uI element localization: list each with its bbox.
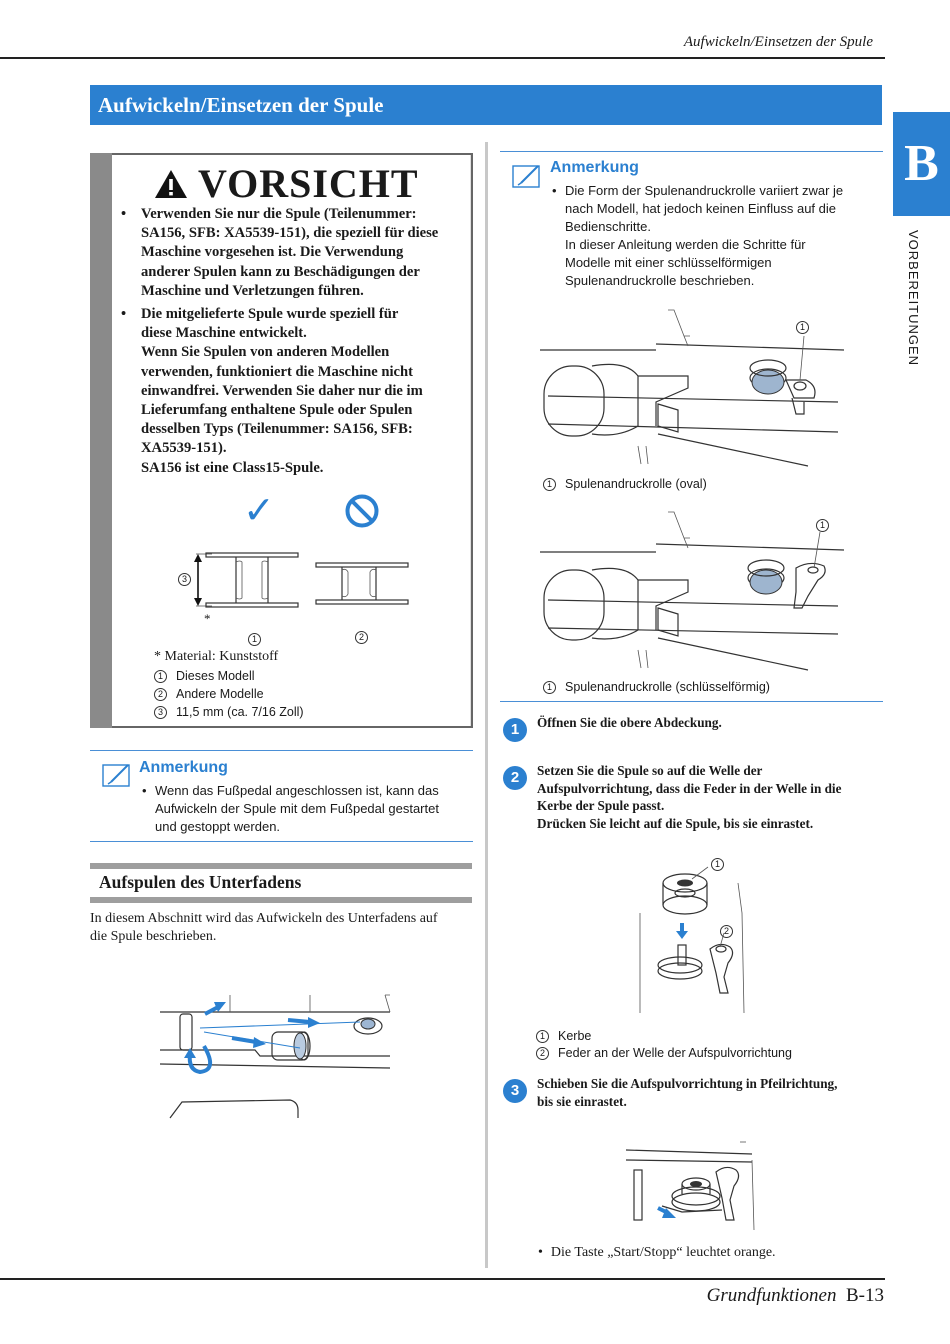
note-pencil-icon <box>102 762 134 788</box>
column-divider <box>485 142 488 1268</box>
figure-caption: 1 Spulenandruckrolle (schlüsselförmig) <box>543 680 770 694</box>
caution-list <box>118 205 468 482</box>
final-bullet: • Die Taste „Start/Stopp“ leuchtet orange. <box>538 1245 776 1260</box>
step-number: 1 <box>503 718 527 742</box>
caution-item: • Die mitgelieferte Spule wurde speziell für diese Maschine entwickelt. Wenn Sie Spulen von anderen Modellen verwenden, funktioniert die Maschine nicht einwandfrei. Verwenden Sie daher nur die im Lieferumfang enthaltene Spule oder Spulen desselben Typs (Teilenummer: SA156, SFB: XA5539-151). SA156 ist eine Class15-Spule. <box>118 305 468 478</box>
page-footer: Grundfunktionen B-13 <box>706 1285 884 1306</box>
figure-label-3: 3 <box>178 570 200 588</box>
subsection-intro: In diesem Abschnitt wird das Aufwickeln des Unterfadens auf die Spule beschrieben. <box>90 911 438 944</box>
step-number: 2 <box>503 766 527 790</box>
figure-label-1: 1 <box>248 630 270 648</box>
note-rule-top <box>90 750 473 751</box>
header-rule <box>0 57 885 59</box>
chapter-side-label: VORBEREITUNGEN <box>906 230 921 367</box>
figure-caption: 1 Spulenandruckrolle (oval) <box>543 477 707 491</box>
prohibited-icon <box>344 493 380 529</box>
figure-label-2: 2 <box>355 628 377 646</box>
check-icon: ✓ <box>243 488 275 532</box>
legend-row: 2 Andere Modelle <box>154 687 264 701</box>
caution-title: VORSICHT <box>198 161 419 206</box>
subsection-band <box>90 863 472 869</box>
page-number: B-13 <box>846 1285 884 1306</box>
thread-winding-illustration <box>160 992 400 1122</box>
figure-label-2: 2 <box>720 922 742 940</box>
footer-rule <box>0 1278 885 1280</box>
step-text: Schieben Sie die Aufspulvorrichtung in Pfeilrichtung, bis sie einrastet. <box>537 1076 838 1109</box>
note-title: Anmerkung <box>139 759 228 776</box>
caution-side-bar <box>90 153 112 728</box>
chapter-tab: B <box>893 112 950 216</box>
section-title: Aufwickeln/Einsetzen der Spule <box>90 85 882 125</box>
legend-row: 3 11,5 mm (ca. 7/16 Zoll) <box>154 705 304 719</box>
step2-legend-row: 2 Feder an der Welle der Aufspulvorrichtung <box>536 1046 792 1060</box>
note-rule-top <box>500 151 883 152</box>
push-winder-illustration <box>622 1140 762 1236</box>
subsection-band <box>90 897 472 903</box>
key-presser-illustration <box>538 508 848 678</box>
step-text: Setzen Sie die Spule so auf die Welle der Aufspulvorrichtung, dass die Feder in der Welle in die Kerbe der Spule passt. Drücken Sie leicht auf die Spule, bis sie einrastet. <box>537 763 842 831</box>
subsection-title: Aufspulen des Unterfadens <box>99 872 302 892</box>
note-rule-bottom <box>500 701 883 702</box>
figure-label-1: 1 <box>796 318 818 336</box>
note-text: • Die Form der Spulenandruckrolle variiert zwar je nach Modell, hat jedoch keinen Einfluss auf die Bedienschritte. In dieser Anleitung werden die Schritte für Modelle mit einer schlüsselförmigen Spulenandruckrolle beschrieben. <box>552 183 844 288</box>
step-number: 3 <box>503 1079 527 1103</box>
step2-legend-row: 1 Kerbe <box>536 1029 591 1043</box>
caution-item: • Verwenden Sie nur die Spule (Teilenummer: SA156, SFB: XA5539-151), die speziell für diese Maschine vorgesehen ist. Die Verwendung anderer Spulen kann zu Beschädigungen der Maschine und Verletzungen führen. <box>118 205 468 301</box>
legend-row: 1 Dieses Modell <box>154 669 255 683</box>
note-pencil-icon <box>512 163 544 189</box>
figure-label-1: 1 <box>711 855 733 873</box>
warning-triangle-icon <box>154 169 188 199</box>
legend-material: * Material: Kunststoff <box>154 649 279 664</box>
note-rule-bottom <box>90 841 473 842</box>
note-title: Anmerkung <box>550 159 639 176</box>
figure-label-1: 1 <box>816 516 838 534</box>
bobbin-comparison-figure <box>176 548 416 628</box>
step-text: Öffnen Sie die obere Abdeckung. <box>537 715 722 730</box>
note-text: • Wenn das Fußpedal angeschlossen ist, kann das Aufwickeln der Spule mit dem Fußpedal gestartet und gestoppt werden. <box>142 783 439 834</box>
running-header: Aufwickeln/Einsetzen der Spule <box>683 34 873 50</box>
figure-star: * <box>204 611 211 626</box>
